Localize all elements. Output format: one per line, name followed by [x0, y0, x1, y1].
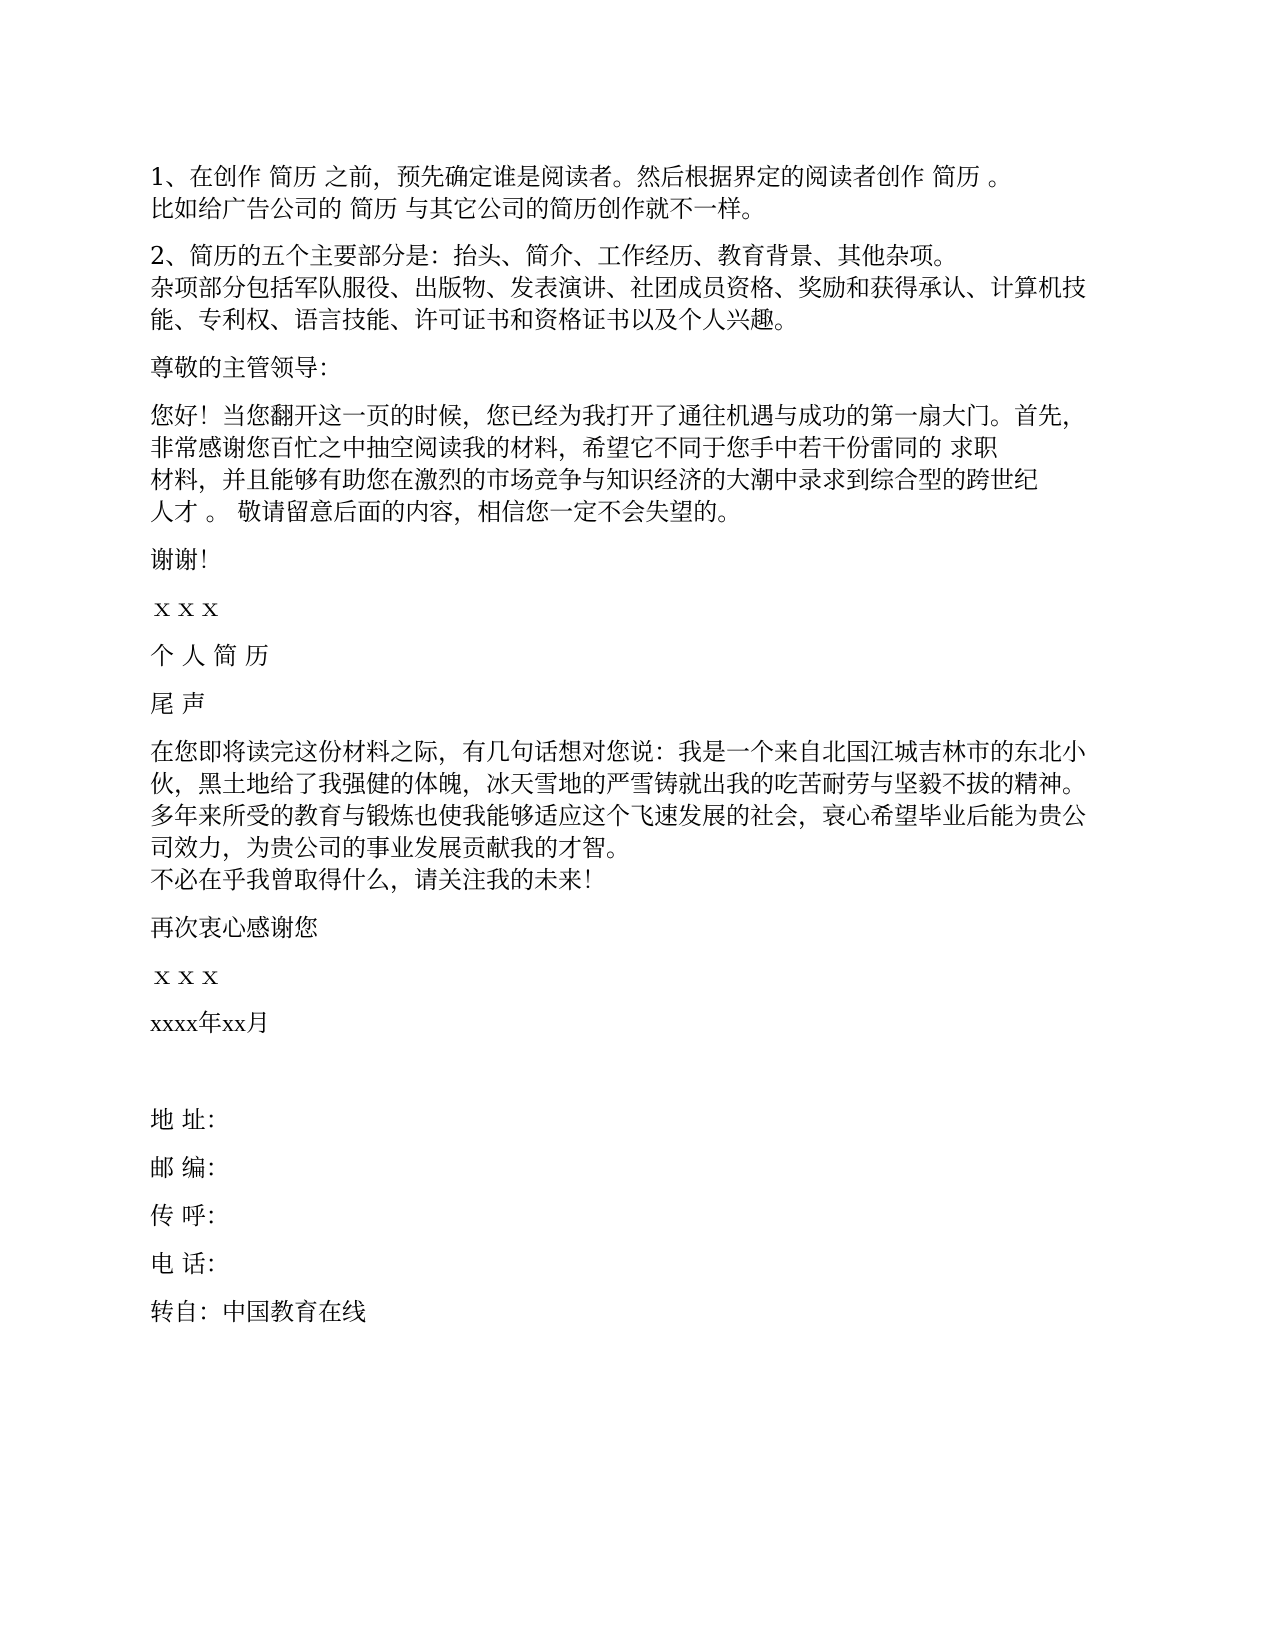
resume-title: 个 人 简 历	[150, 642, 269, 670]
intro-line-1: 您好！当您翻开这一页的时候，您已经为我打开了通往机遇与成功的第一扇大门。首先，	[150, 402, 1086, 430]
intro-line-4: 人才 。 敬请留意后面的内容，相信您一定不会失望的。	[150, 498, 742, 526]
intro-line-2: 非常感谢您百忙之中抽空阅读我的材料，希望它不同于您手中若干份雷同的 求职	[150, 434, 998, 462]
contact-pager: 传 呼：	[150, 1202, 230, 1230]
epilogue-line-5: 不必在乎我曾取得什么，请关注我的未来！	[150, 866, 606, 894]
epilogue-line-1: 在您即将读完这份材料之际，有几句话想对您说：我是一个来自北国江城吉林市的东北小	[150, 738, 1086, 766]
tip-2-line-1: 2、简历的五个主要部分是：抬头、简介、工作经历、教育背景、其他杂项。	[150, 242, 958, 270]
intro-line-3: 材料，并且能够有助您在激烈的市场竞争与知识经济的大潮中录求到综合型的跨世纪	[150, 466, 1038, 494]
thanks: 谢谢！	[150, 546, 222, 574]
epilogue-line-4: 司效力，为贵公司的事业发展贡献我的才智。	[150, 834, 630, 862]
tip-2-line-3: 能、专利权、语言技能、许可证书和资格证书以及个人兴趣。	[150, 306, 798, 334]
contact-postcode: 邮 编：	[150, 1154, 230, 1182]
epilogue-line-3: 多年来所受的教育与锻炼也使我能够适应这个飞速发展的社会，衰心希望毕业后能为贵公	[150, 802, 1086, 830]
tip-1-line-2: 比如给广告公司的 简历 与其它公司的简历创作就不一样。	[150, 195, 766, 223]
salutation: 尊敬的主管领导：	[150, 354, 342, 382]
contact-address: 地 址：	[150, 1106, 230, 1134]
epilogue-line-2: 伙，黑土地给了我强健的体魄，冰天雪地的严雪铸就出我的吃苦耐劳与坚毅不拔的精神。	[150, 770, 1086, 798]
signature-1: ｘｘｘ	[150, 594, 222, 622]
tip-1-line-1: 1、在创作 简历 之前，预先确定谁是阅读者。然后根据界定的阅读者创作 简历 。	[150, 163, 1012, 191]
epilogue-title: 尾 声	[150, 690, 206, 718]
closing: 再次衷心感谢您	[150, 914, 318, 942]
date: xxxx年xx月	[150, 1011, 270, 1037]
contact-phone: 电 话：	[150, 1250, 230, 1278]
tip-2-line-2: 杂项部分包括军队服役、出版物、发表演讲、社团成员资格、奖励和获得承认、计算机技	[150, 274, 1086, 302]
source-note: 转自：中国教育在线	[150, 1298, 366, 1326]
signature-2: ｘｘｘ	[150, 962, 222, 990]
